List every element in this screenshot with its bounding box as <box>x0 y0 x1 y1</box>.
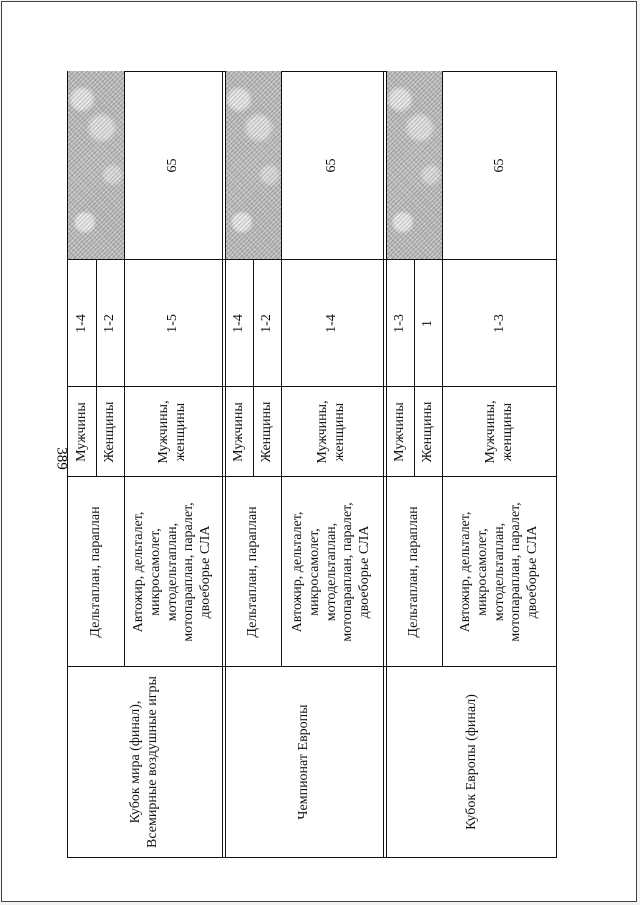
section-divider <box>386 71 387 857</box>
places-cell: 1-4 <box>323 314 339 333</box>
participants-cell: Мужчины, женщины <box>315 400 347 464</box>
participants-cell: Мужчины, женщины <box>156 400 188 464</box>
participants-cell: Женщины <box>258 401 274 463</box>
row-divider <box>442 71 443 667</box>
points-cell: 65 <box>491 158 507 173</box>
section-divider <box>225 71 226 857</box>
row-divider <box>281 71 282 667</box>
competition-cell: Чемпионат Европы <box>295 704 311 820</box>
places-cell: 1-2 <box>258 314 274 333</box>
row-divider <box>253 260 254 477</box>
participants-cell: Женщины <box>419 401 435 463</box>
column-divider <box>68 259 557 260</box>
places-cell: 1-2 <box>101 314 117 333</box>
discipline-cell: Дельтаплан, параплан <box>405 506 421 638</box>
places-cell: 1-4 <box>230 314 246 333</box>
row-divider <box>124 71 125 667</box>
document-page <box>1 1 637 902</box>
participants-cell: Женщины <box>101 401 117 463</box>
discipline-cell: Автожир, дельталет, микросамолет, мотодельтаплан, мотопараплан, паралет, двоеборье СЛА <box>290 502 373 642</box>
table-viewport <box>67 71 557 858</box>
column-divider <box>68 666 557 667</box>
discipline-cell: Автожир, дельталет, микросамолет, мотодельтаплан, мотопараплан, паралет, двоеборье СЛА <box>458 502 541 642</box>
discipline-cell: Дельтаплан, параплан <box>244 506 260 638</box>
column-divider <box>68 476 557 477</box>
participants-cell: Мужчины, женщины <box>483 400 515 464</box>
shaded-cell <box>386 71 442 260</box>
discipline-cell: Автожир, дельталет, микросамолет, мотодельтаплан, мотопараплан, паралет, двоеборье СЛА <box>131 502 214 642</box>
participants-cell: Мужчины <box>73 402 89 462</box>
points-cell: 65 <box>323 158 339 173</box>
section-divider <box>222 71 223 857</box>
row-divider <box>96 260 97 477</box>
shaded-cell <box>68 71 124 260</box>
row-divider <box>414 260 415 477</box>
page-number: 389 <box>53 447 70 470</box>
places-cell: 1-3 <box>391 314 407 333</box>
places-cell: 1-4 <box>73 314 89 333</box>
participants-cell: Мужчины <box>230 402 246 462</box>
places-cell: 1-3 <box>491 314 507 333</box>
shaded-cell <box>225 71 281 260</box>
column-divider <box>68 386 557 387</box>
places-cell: 1 <box>419 320 435 327</box>
discipline-cell: Дельтаплан, параплан <box>87 506 103 638</box>
competition-cell: Кубок Европы (финал) <box>463 694 479 830</box>
section-divider <box>383 71 384 857</box>
participants-cell: Мужчины <box>391 402 407 462</box>
competition-cell: Кубок мира (финал), Всемирные воздушные игры <box>128 676 160 848</box>
points-cell: 65 <box>164 158 180 173</box>
places-cell: 1-5 <box>164 314 180 333</box>
results-table <box>67 71 557 858</box>
